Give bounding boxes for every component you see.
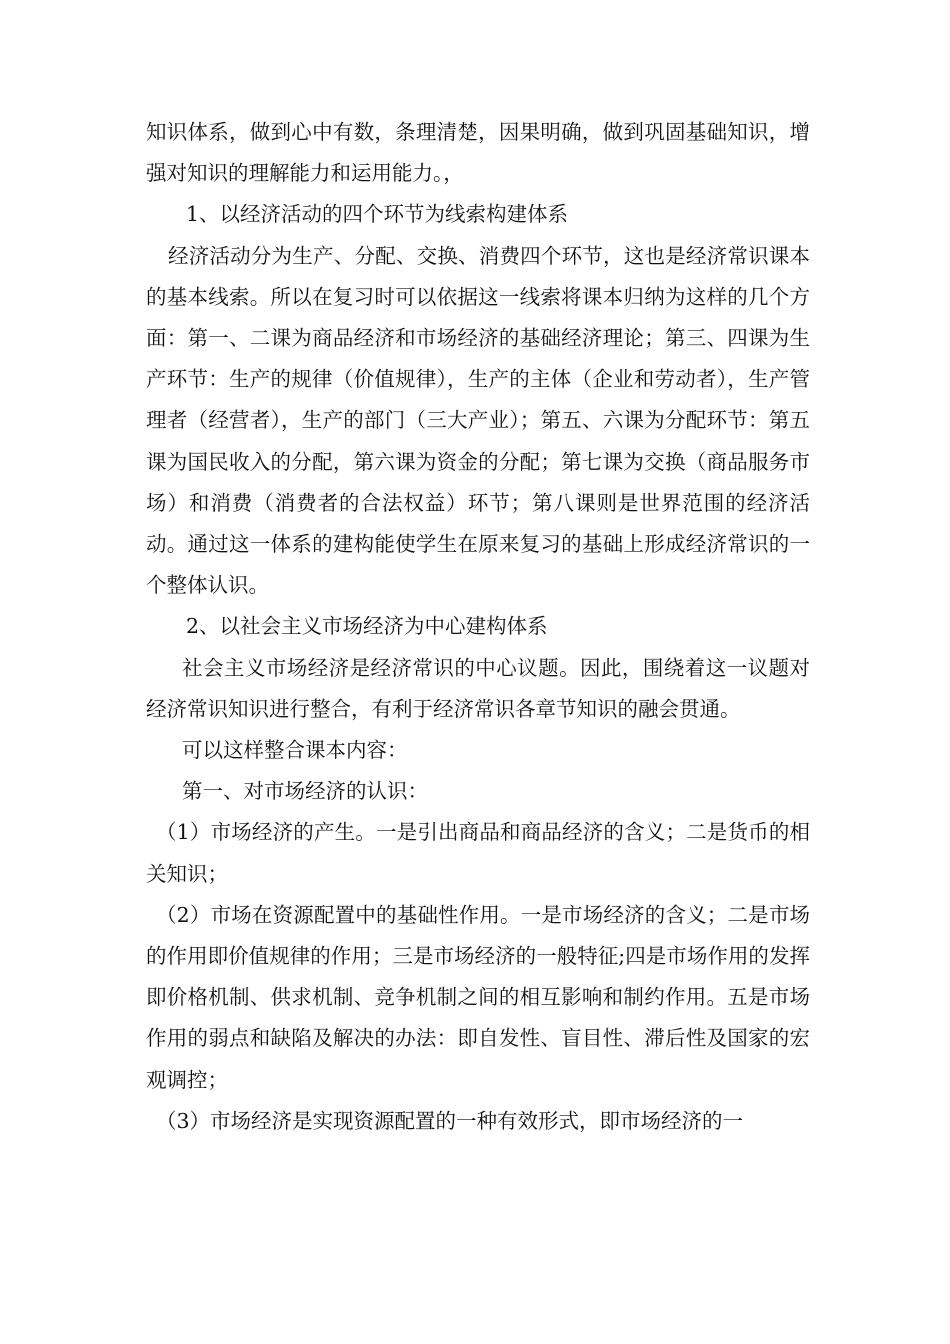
document-body: [146, 112, 810, 1142]
section-heading-2: 2、以社会主义市场经济为中心建构体系: [186, 614, 548, 639]
section-heading-1: 1、以经济活动的四个环节为线索构建体系: [186, 202, 569, 227]
paragraph-socialist-market-economy: 社会主义市场经济是经济常识的中心议题。因此，围绕着这一议题对经济常识知识进行整合，有利于经济常识各章节知识的融会贯通。: [146, 655, 810, 721]
paragraph-economic-activities: 经济活动分为生产、分配、交换、消费四个环节，这也是经济常识课本的基本线索。所以在复习时可以依据这一线索将课本归纳为这样的几个方面：第一、二课为商品经济和市场经济的基础经济理论；第三、四课为生产环节：生产的规律（价值规律），生产的主体（企业和劳动者），生产管理者（经营者），生产的部门（三大产业）；第五、六课为分配环节：第五课为国民收入的分配，第六课为资金的分配；第七课为交换（商品服务市场）和消费（消费者的合法权益）环节；第八课则是世界范围的经济活动。通过这一体系的建构能使学生在原来复习的基础上形成经济常识的一个整体认识。: [146, 243, 810, 598]
paragraph-integration-intro: 可以这样整合课本内容：: [182, 738, 408, 763]
paragraph-first-point: 第一、对市场经济的认识：: [182, 779, 428, 804]
paragraph-continuation: 知识体系，做到心中有数，条理清楚，因果明确，做到巩固基础知识，增强对知识的理解能力和运用能力。，: [146, 120, 810, 186]
list-item-2: （2）市场在资源配置中的基础性作用。一是市场经济的含义；二是市场的作用即价值规律的作用；三是市场经济的一般特征;四是市场作用的发挥即价格机制、供求机制、竞争机制之间的相互影响和制约作用。五是市场作用的弱点和缺陷及解决的办法：即自发性、盲目性、滞后性及国家的宏观调控；: [146, 902, 810, 1092]
list-item-3: （3）市场经济是实现资源配置的一种有效形式，即市场经济的一: [156, 1108, 744, 1133]
list-item-1: （1）市场经济的产生。一是引出商品和商品经济的含义；二是货币的相关知识；: [146, 820, 810, 886]
